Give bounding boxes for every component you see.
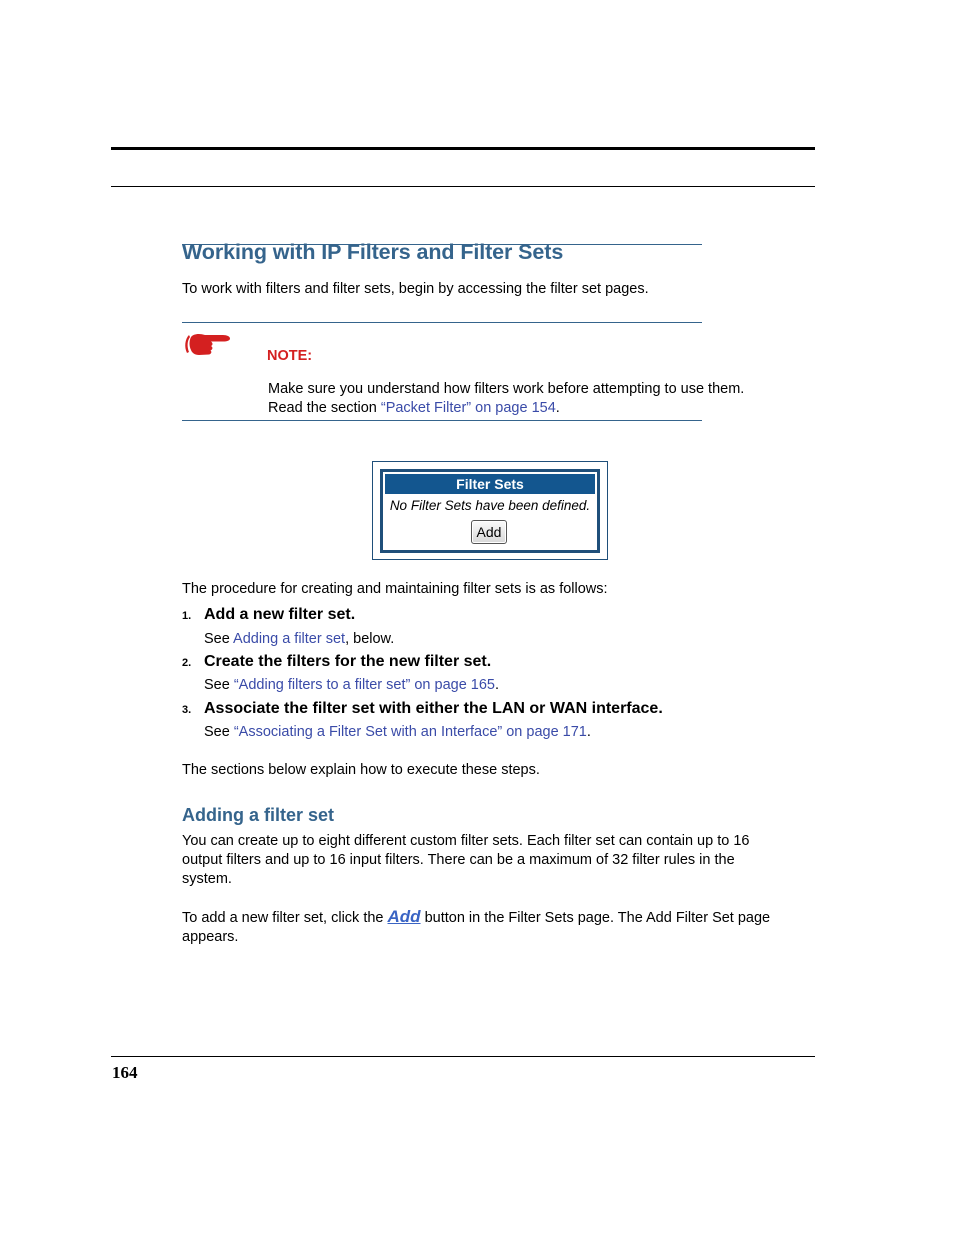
header-rule-thin bbox=[111, 186, 815, 187]
filter-sets-title: Filter Sets bbox=[385, 474, 595, 494]
procedure-intro: The procedure for creating and maintaining filter sets is as follows: bbox=[182, 581, 608, 597]
page-number: 164 bbox=[112, 1063, 138, 1082]
filter-set-limits-paragraph bbox=[182, 832, 749, 889]
adding-filter-set-heading: Adding a filter set bbox=[182, 805, 335, 825]
note-rule-bottom bbox=[182, 420, 702, 421]
paragraph-line: appears. bbox=[182, 929, 239, 945]
step-1-see bbox=[204, 630, 394, 649]
step-2-see-suffix: . bbox=[495, 677, 500, 693]
adding-filter-set-link[interactable]: Adding a filter set bbox=[233, 631, 346, 647]
no-filter-sets-message: No Filter Sets have been defined. bbox=[389, 498, 591, 513]
add-instructions-paragraph bbox=[182, 907, 770, 947]
step-2-number: 2. bbox=[182, 657, 192, 669]
note-label: NOTE: bbox=[267, 348, 313, 364]
inline-add-button[interactable]: Add bbox=[387, 907, 421, 926]
step-3-number: 3. bbox=[182, 704, 192, 716]
step-3-see-suffix: . bbox=[586, 724, 591, 740]
paragraph-line: system. bbox=[182, 871, 232, 887]
adding-filters-link[interactable]: “Adding filters to a filter set” on page 165 bbox=[233, 677, 495, 693]
step-2-see-prefix: See bbox=[204, 677, 234, 693]
note-text bbox=[268, 380, 744, 418]
pointing-hand-icon bbox=[183, 331, 235, 363]
note-line-2 bbox=[268, 399, 744, 418]
step-1-see-prefix: See bbox=[204, 631, 234, 647]
add-instructions-prefix: To add a new filter set, click the bbox=[182, 910, 388, 926]
packet-filter-link[interactable]: “Packet Filter” on page 154 bbox=[380, 400, 556, 416]
note-line-2-prefix: Read the section bbox=[268, 400, 381, 416]
add-button[interactable]: Add bbox=[471, 520, 507, 544]
sections-text: The sections below explain how to execute these steps. bbox=[182, 762, 540, 778]
step-3-see-prefix: See bbox=[204, 724, 234, 740]
associating-filter-set-link[interactable]: “Associating a Filter Set with an Interface” on page 171 bbox=[233, 724, 587, 740]
step-2-title: Create the filters for the new filter set. bbox=[204, 653, 492, 670]
note-line-1: Make sure you understand how filters work before attempting to use them. bbox=[268, 381, 745, 397]
paragraph-line: output filters and up to 16 input filters. There can be a maximum of 32 filter rules in the bbox=[182, 852, 735, 868]
paragraph-line: You can create up to eight different custom filter sets. Each filter set can contain up to 16 bbox=[182, 833, 750, 849]
step-1-number: 1. bbox=[182, 610, 192, 622]
step-3-title: Associate the filter set with either the LAN or WAN interface. bbox=[204, 700, 663, 717]
step-1-see-suffix: , below. bbox=[345, 631, 395, 647]
step-1-title: Add a new filter set. bbox=[204, 606, 356, 623]
page-heading: Working with IP Filters and Filter Sets bbox=[182, 240, 564, 264]
step-3-see bbox=[204, 723, 591, 742]
step-2-see bbox=[204, 676, 499, 695]
note-line-2-suffix: . bbox=[555, 400, 560, 416]
add-instructions-suffix: button in the Filter Sets page. The Add Filter Set page bbox=[420, 910, 771, 926]
note-rule-top bbox=[182, 322, 702, 323]
footer-rule bbox=[111, 1056, 815, 1057]
intro-text: To work with filters and filter sets, begin by accessing the filter set pages. bbox=[182, 281, 649, 297]
paragraph-line bbox=[182, 907, 770, 928]
header-rule-thick bbox=[111, 147, 815, 150]
